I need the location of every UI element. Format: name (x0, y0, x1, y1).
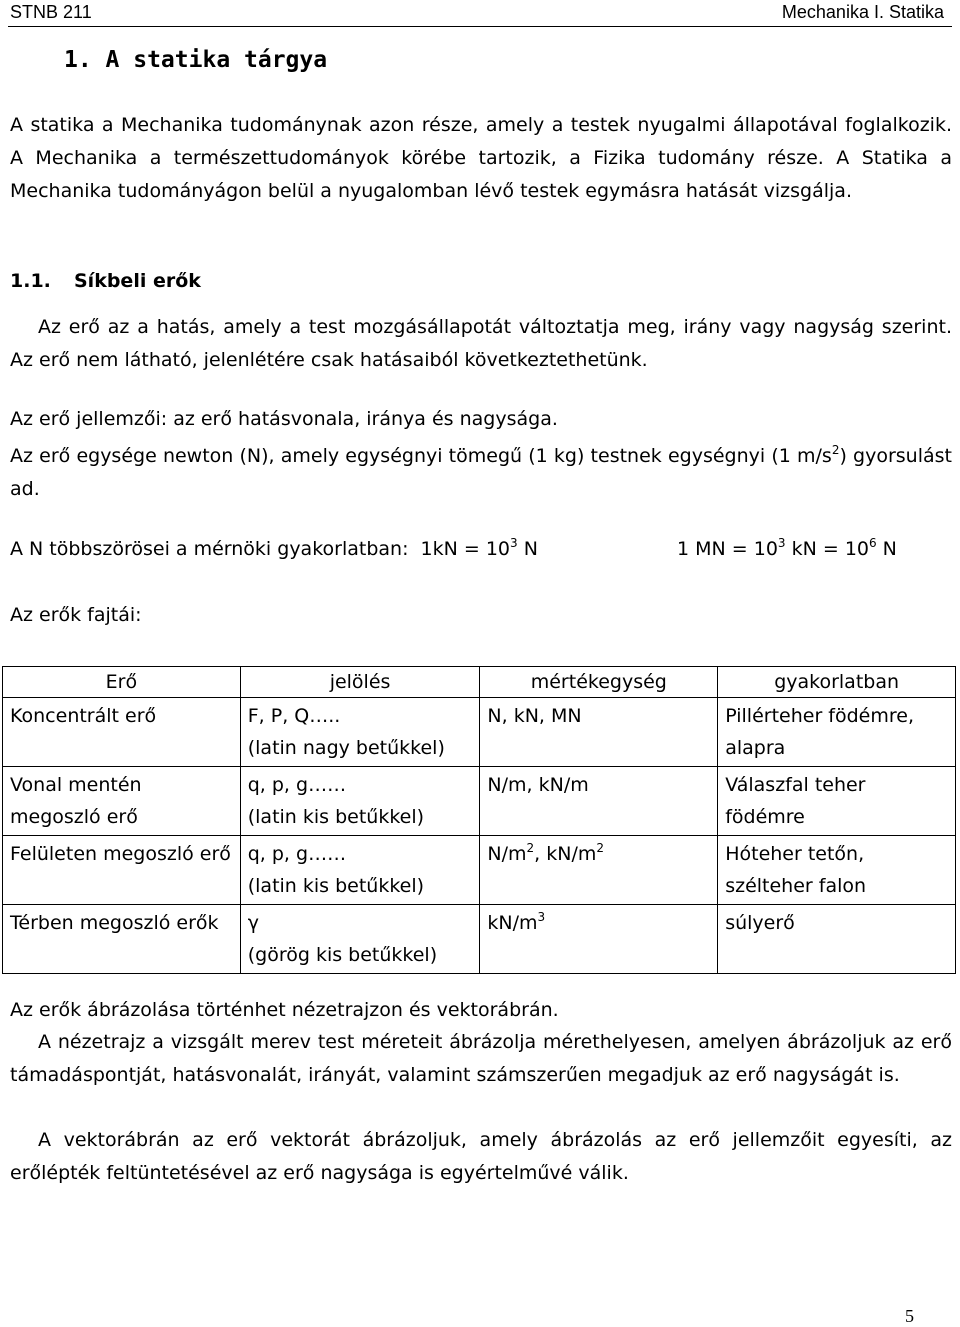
notation-note: (latin kis betűkkel) (247, 806, 425, 828)
cell-unit (480, 836, 718, 905)
page-number: 5 (905, 1306, 914, 1326)
table-row (3, 698, 956, 767)
multiples-label: A N többszörösei a mérnöki gyakorlatban: (10, 538, 409, 560)
cell-unit (480, 767, 718, 836)
unit-text: N, kN, MN (487, 705, 582, 727)
closing-paragraph-2: A nézetrajz a vizsgált merev test méreteit ábrázolja mérethelyesen, amelyen ábrázoljuk az erő támadáspontját, hatásvonalát, irányát, valamint számszerűen megadjuk az erő nagyságát is. (10, 1031, 952, 1086)
cell-notation (240, 767, 480, 836)
force-properties-line: Az erő jellemzői: az erő hatásvonala, iránya és nagysága. (10, 408, 558, 430)
cell-notation (240, 905, 480, 974)
notation-note: (görög kis betűkkel) (247, 944, 438, 966)
cell-practice: súlyerő (718, 905, 956, 974)
notation-note: (latin kis betűkkel) (247, 875, 425, 897)
unit-text-tail: , kN/m (534, 843, 597, 865)
force-unit-text-end: ) gyorsulást ad. (10, 445, 952, 500)
force-definition-paragraph: Az erő az a hatás, amely a test mozgásállapotát változtatja meg, irány vagy nagyság szerint. Az erő nem látható, jelenlétére csak hatásaiból következtethetünk. (10, 316, 952, 371)
unit-text: N/m (487, 843, 527, 865)
force-unit-text: Az erő egysége newton (N), amely egységnyi tömegű (1 kg) testnek egységnyi (1 m/s (10, 445, 832, 467)
force-unit-exponent: 2 (831, 443, 840, 457)
cell-force: Vonal mentén megoszló erő (3, 767, 241, 836)
column-header-unit: mértékegység (480, 667, 718, 698)
table-row (3, 767, 956, 836)
cell-practice: Hóteher tetőn, szélteher falon (718, 836, 956, 905)
header-course-code: STNB 211 (10, 2, 92, 22)
cell-unit (480, 698, 718, 767)
header-subject: Mechanika I. Statika (781, 2, 944, 22)
unit-exponent: 2 (526, 841, 535, 855)
cell-unit (480, 905, 718, 974)
notation-symbols: γ (247, 912, 259, 934)
unit-text: N/m, kN/m (487, 774, 589, 796)
cell-practice: Válaszfal teher födémre (718, 767, 956, 836)
subsection-label: Síkbeli erők (74, 270, 201, 292)
unit-exponent: 3 (537, 910, 546, 924)
cell-force: Felületen megoszló erő (3, 836, 241, 905)
table-row (3, 905, 956, 974)
closing-paragraph-3: A vektorábrán az erő vektorát ábrázoljuk, amely ábrázolás az erő jellemzőit egyesíti, az erőlépték feltüntetésével az erő nagysága is egyértelművé válik. (10, 1129, 952, 1184)
meganewton-expression: 1 MN = $10^3$ kN = $10^6$ N (677, 536, 897, 560)
column-header-force: Erő (3, 667, 241, 698)
intro-paragraph: A statika a Mechanika tudománynak azon része, amely a testek nyugalmi állapotával foglalkozik. A Mechanika a természettudományok körébe tartozik, a Fizika tudomány része. A Statika a Mechanika tudományágon belül a nyugalomban lévő testek egymásra hatását vizsgálja. (10, 114, 952, 202)
subsection-number: 1.1. (10, 270, 51, 292)
section-title: 1. A statika tárgya (64, 47, 328, 73)
multiples-line (10, 538, 538, 560)
cell-notation (240, 836, 480, 905)
force-types-table (2, 666, 956, 974)
kilonewton-expression: $1kN = 10^3$ N (420, 536, 538, 560)
unit-exponent-tail: 2 (596, 841, 605, 855)
notation-note: (latin nagy betűkkel) (247, 737, 445, 759)
closing-paragraph-1: Az erők ábrázolása történhet nézetrajzon és vektorábrán. (10, 999, 559, 1021)
force-unit-paragraph (10, 440, 952, 506)
table-row (3, 836, 956, 905)
cell-notation (240, 698, 480, 767)
page-header (8, 0, 952, 27)
cell-force: Koncentrált erő (3, 698, 241, 767)
column-header-notation: jelölés (240, 667, 480, 698)
notation-symbols: F, P, Q….. (247, 705, 341, 727)
notation-symbols: q, p, g…… (247, 843, 347, 865)
notation-symbols: q, p, g…… (247, 774, 347, 796)
subsection-title (10, 270, 201, 292)
unit-text: kN/m (487, 912, 538, 934)
cell-practice: Pillérteher födémre, alapra (718, 698, 956, 767)
table-header-row (3, 667, 956, 698)
cell-force: Térben megoszló erők (3, 905, 241, 974)
force-types-label: Az erők fajtái: (10, 604, 142, 626)
column-header-practice: gyakorlatban (718, 667, 956, 698)
